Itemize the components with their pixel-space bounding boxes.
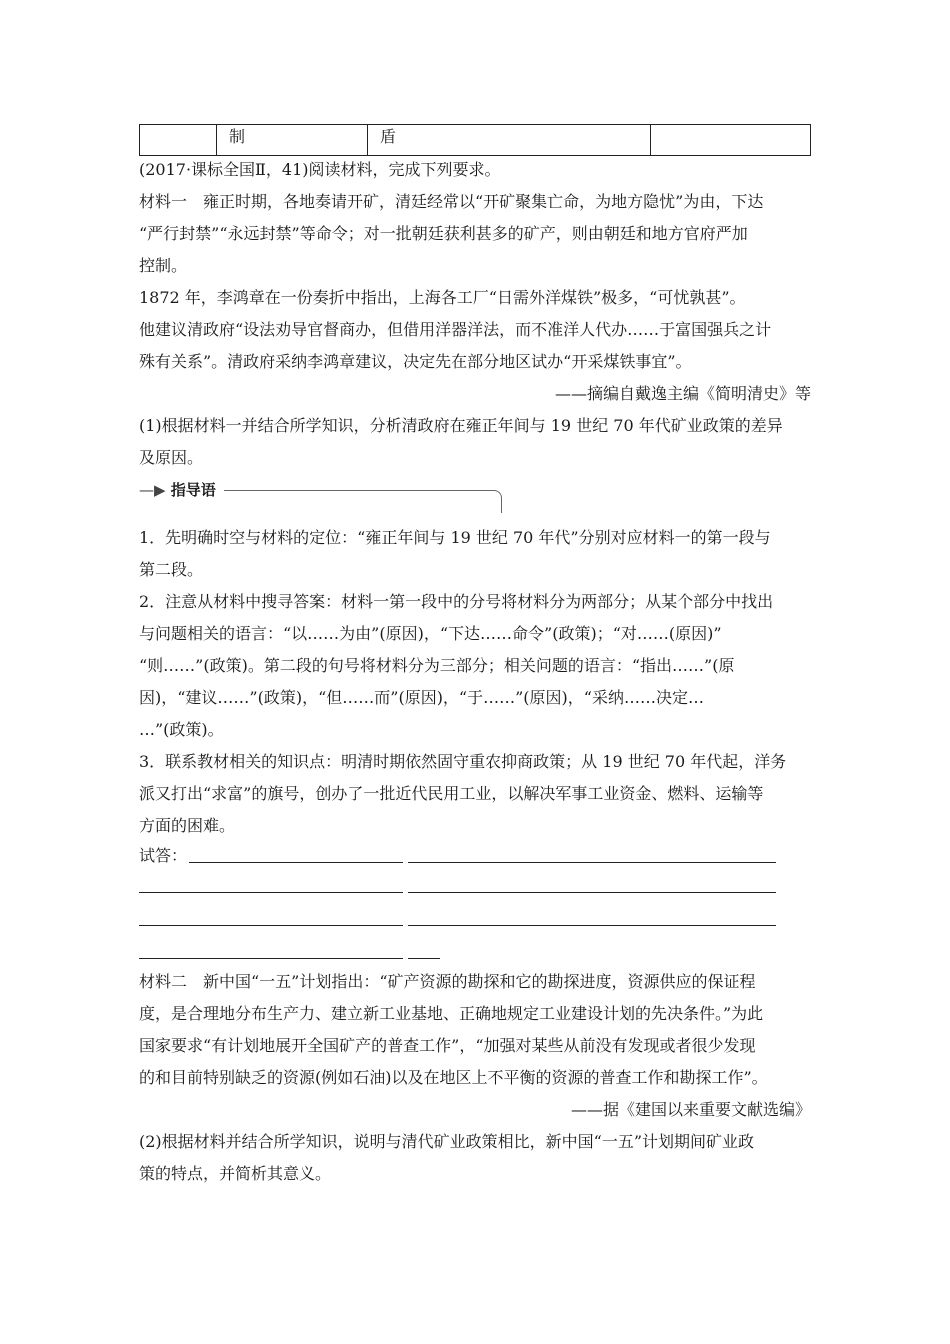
material-two-line: 的和目前特别缺乏的资源(例如石油)以及在地区上不平衡的资源的普查工作和勘探工作”。 bbox=[139, 1068, 768, 1087]
question-two-line: (2)根据材料并结合所学知识，说明与清代矿业政策相比，新中国“一五”计划期间矿业政 bbox=[139, 1132, 755, 1151]
table-row bbox=[140, 125, 811, 156]
material-two-source: ——据《建国以来重要文献选编》 bbox=[570, 1100, 811, 1119]
guide-line: 2．注意从材料中搜寻答案：材料一第一段中的分号将材料分为两部分；从某个部分中找出 bbox=[139, 592, 774, 611]
material-two-line: 材料二 新中国“一五”计划指出：“矿产资源的勘探和它的勘探进度，资源供应的保证程 bbox=[139, 972, 756, 991]
material-one-source: ——摘编自戴逸主编《简明清史》等 bbox=[554, 384, 811, 403]
answer-blank-line[interactable] bbox=[139, 958, 403, 959]
answer-blank-line[interactable] bbox=[408, 862, 776, 863]
material-two-line: 国家要求“有计划地展开全国矿产的普查工作”，“加强对某些从前没有发现或者很少发现 bbox=[139, 1036, 756, 1055]
answer-blank-line[interactable] bbox=[139, 892, 403, 893]
guide-label bbox=[139, 480, 224, 500]
guide-line: 1．先明确时空与材料的定位：“雍正年间与 19 世纪 70 年代”分别对应材料一的第一段与 bbox=[139, 528, 771, 547]
answer-label: 试答： bbox=[139, 846, 188, 865]
material-one-line: 1872 年，李鸿章在一份奏折中指出，上海各工厂“日需外洋煤铁”极多，“可忧孰甚”。 bbox=[139, 288, 746, 307]
table-cell bbox=[651, 125, 811, 156]
material-two-line: 度，是合理地分布生产力、建立新工业基地、正确地规定工业建设计划的先决条件。”为此 bbox=[139, 1004, 764, 1023]
guide-label-text: 指导语 bbox=[170, 481, 216, 499]
guide-arrow-icon: —▶ bbox=[139, 481, 166, 499]
table-cell: 制 bbox=[217, 125, 368, 156]
guide-line: 第二段。 bbox=[139, 560, 204, 579]
material-one-line: “严行封禁”“永远封禁”等命令；对一批朝廷获利甚多的矿产，则由朝廷和地方官府严加 bbox=[139, 224, 748, 243]
question-one-line: (1)根据材料一并结合所学知识，分析清政府在雍正年间与 19 世纪 70 年代矿业政策的差异 bbox=[139, 416, 783, 435]
material-one-line: 控制。 bbox=[139, 256, 188, 275]
material-one-line: 材料一 雍正时期，各地奏请开矿，清廷经常以“开矿聚集亡命，为地方隐忧”为由，下达 bbox=[139, 192, 764, 211]
answer-blank-line[interactable] bbox=[408, 958, 440, 959]
question-two-line: 策的特点，并简析其意义。 bbox=[139, 1164, 332, 1183]
answer-blank-line[interactable] bbox=[408, 925, 776, 926]
guide-line: 方面的困难。 bbox=[139, 816, 236, 835]
guide-line: 3．联系教材相关的知识点：明清时期依然固守重农抑商政策；从 19 世纪 70 年代起，洋务 bbox=[139, 752, 787, 771]
guide-line: …”(政策)。 bbox=[139, 720, 224, 739]
table-cell bbox=[140, 125, 217, 156]
guide-line: “则……”(政策)。第二段的句号将材料分为三部分；相关问题的语言：“指出……”(原 bbox=[139, 656, 735, 675]
table-cell: 盾 bbox=[368, 125, 651, 156]
answer-blank-line[interactable] bbox=[408, 892, 776, 893]
guide-header bbox=[139, 480, 509, 516]
answer-blank-line[interactable] bbox=[139, 925, 403, 926]
question-one-line: 及原因。 bbox=[139, 448, 204, 467]
guide-line: 与问题相关的语言：“以……为由”(原因)，“下达……命令”(政策)；“对……(原因)” bbox=[139, 624, 722, 643]
material-one-line: 他建议清政府“设法劝导官督商办，但借用洋器洋法，而不准洋人代办……于富国强兵之计 bbox=[139, 320, 772, 339]
comparison-table-fragment bbox=[139, 124, 811, 156]
question-source: (2017·课标全国Ⅱ，41)阅读材料，完成下列要求。 bbox=[139, 160, 501, 179]
material-one-line: 殊有关系”。清政府采纳李鸿章建议，决定先在部分地区试办“开采煤铁事宜”。 bbox=[139, 352, 692, 371]
guide-line: 派又打出“求富”的旗号，创办了一批近代民用工业，以解决军事工业资金、燃料、运输等 bbox=[139, 784, 764, 803]
guide-line: 因)，“建议……”(政策)，“但……而”(原因)，“于……”(原因)，“采纳……决定… bbox=[139, 688, 704, 707]
answer-blank-line[interactable] bbox=[189, 862, 403, 863]
